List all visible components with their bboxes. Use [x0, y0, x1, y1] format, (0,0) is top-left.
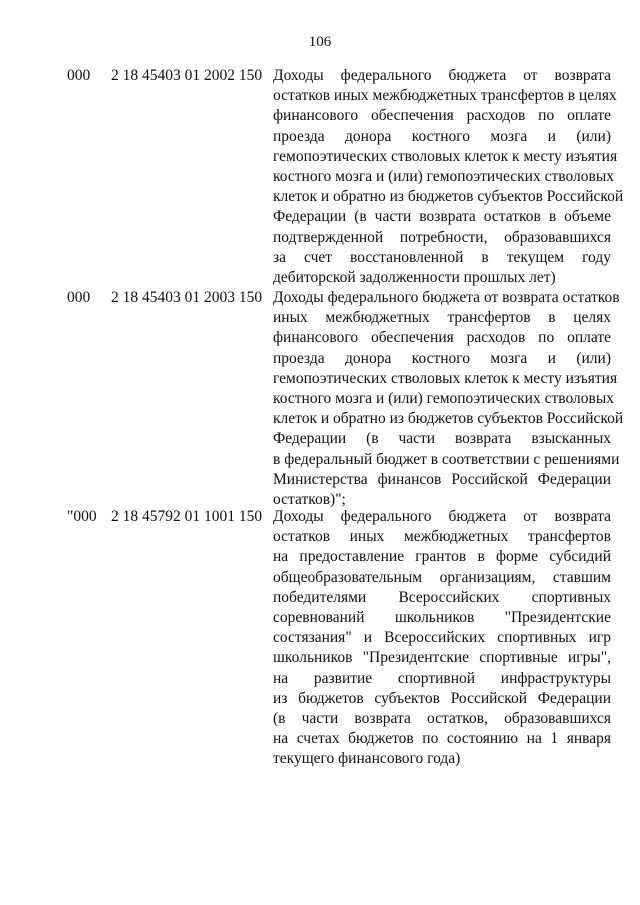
page-number: 106: [308, 34, 332, 50]
description-line: подтвержденной потребности, образовавшихся: [273, 228, 611, 246]
admin-code: "000: [67, 508, 97, 525]
description-line: на счетах бюджетов по состоянию на 1 января: [273, 730, 611, 748]
description-line: (в части возврата остатков, образовавшихся: [273, 709, 611, 727]
description-line: Министерства финансов Российской Федерации: [273, 470, 611, 488]
description-line: остатков)";: [273, 490, 346, 508]
description-line: текущего финансового года): [273, 750, 461, 768]
description-line: остатков иных межбюджетных трансфертов в целях: [273, 87, 617, 105]
description-line: гемопоэтических стволовых клеток к месту изъятия: [273, 147, 618, 165]
description-line: Федерации (в части возврата взысканных: [273, 430, 611, 448]
description-line: проезда донора костного мозга и (или): [273, 127, 611, 145]
budget-classification-code: 2 18 45792 01 1001 150: [111, 508, 263, 525]
description-line: школьников "Президентские спортивные игры",: [273, 649, 611, 667]
description-line: иных межбюджетных трансфертов в целях: [273, 309, 611, 327]
description-line: Доходы федерального бюджета от возврата: [273, 508, 611, 525]
description-line: костного мозга и (или) гемопоэтических стволовых: [273, 167, 614, 185]
description-line: остатков иных межбюджетных трансфертов: [273, 528, 611, 546]
admin-code: 000: [67, 67, 91, 84]
description-line: победителями Всероссийских спортивных: [273, 588, 611, 606]
description-line: на предоставление грантов в форме субсидий: [273, 548, 611, 566]
description-line: клеток и обратно из бюджетов субъектов Российской: [273, 410, 624, 428]
description-line: состязания" и Всероссийских спортивных игр: [273, 629, 611, 647]
description-line: финансового обеспечения расходов по оплате: [273, 329, 611, 347]
description-line: финансового обеспечения расходов по оплате: [273, 107, 611, 125]
entry-description: [273, 288, 624, 510]
description-line: соревнований школьников "Президентские: [273, 608, 611, 626]
description-line: дебиторской задолженности прошлых лет): [273, 268, 556, 286]
description-line: Доходы федерального бюджета от возврата: [273, 67, 611, 84]
description-line: Доходы федерального бюджета от возврата остатков: [273, 289, 620, 306]
description-line: на развитие спортивной инфраструктуры: [273, 669, 611, 687]
description-line: из бюджетов субъектов Российской Федерации: [273, 689, 611, 707]
description-line: гемопоэтических стволовых клеток к месту изъятия: [273, 369, 618, 387]
description-line: костного мозга и (или) гемопоэтических стволовых: [273, 389, 614, 407]
description-line: проезда донора костного мозга и (или): [273, 349, 611, 367]
budget-classification-code: 2 18 45403 01 2003 150: [111, 289, 263, 306]
description-line: за счет восстановленной в текущем году: [273, 248, 611, 266]
description-line: клеток и обратно из бюджетов субъектов Российской: [273, 188, 624, 206]
budget-classification-code: 2 18 45403 01 2002 150: [111, 67, 263, 84]
admin-code: 000: [67, 289, 91, 306]
entry-description: [273, 66, 624, 288]
description-line: общеобразовательным организациям, ставшим: [273, 568, 611, 586]
description-line: Федерации (в части возврата остатков в объеме: [273, 208, 611, 226]
entry-description: [273, 507, 611, 769]
description-line: в федеральный бюджет в соответствии с решениями: [273, 450, 620, 468]
